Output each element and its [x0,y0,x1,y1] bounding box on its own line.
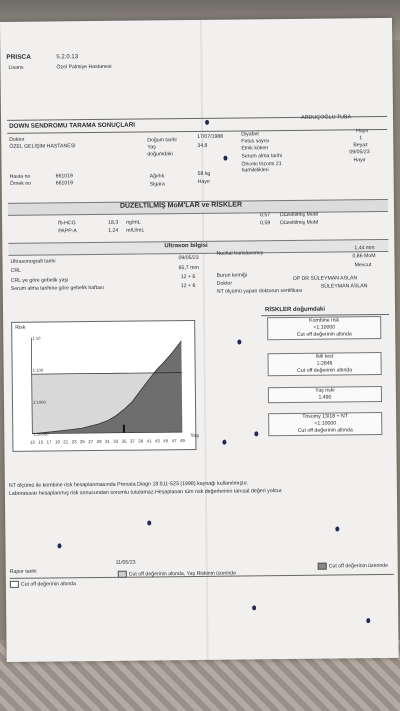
risk-value: <1:10000 [314,420,337,427]
hasta-no-label: Hasta no [9,173,31,180]
us-serum-gebelik-value: 12 + 6 [180,282,196,290]
ink-speck [366,618,370,623]
chart-ylabel: Risk [15,324,26,331]
legend-text: Cut off değerinin altında, Yaş Riskinin üzerinde [128,570,237,578]
chart-x-tick-label: 19 [54,439,60,445]
us-nt-mom: 0,86 MoM [352,253,376,260]
ornek-no-label: Örnek no [9,180,32,187]
legend-swatch-white [10,581,19,588]
risk-title: İkili test [315,353,334,360]
risk-title: Trisomy 13/18 + NT [302,413,348,420]
chart-y-tick-label: 1:100 [32,367,44,373]
risk-chart [17,330,190,448]
brand: PRISCA [6,53,31,61]
chart-x-tick-label: 23 [71,439,77,445]
risk-box-trisomy-13-18 [268,412,382,436]
risk-value: 1:2846 [316,360,333,367]
ink-speck [335,526,339,531]
license-value: Özel Palmiye Hastanesi [56,63,112,71]
section-title-riskler: RİSKLER doğumdaki [265,306,326,314]
onceki-value: Hayır [353,157,366,164]
dogum-tarihi-label: Doğum tarihi [147,137,177,144]
hasta-no-value: 661019 [55,173,73,180]
us-tarih-value: 09/05/23 [178,254,199,262]
ink-speck [237,339,241,344]
patient-name: ARDUÇOĞLU TUBA [300,114,352,121]
ink-speck [252,605,256,610]
sigara-label: Sigara [149,181,165,188]
section-title-down: DOWN SENDROMU TARAMA SONUÇLARI [9,121,136,130]
dogum-tarihi-value: 17/07/1988 [197,133,224,140]
us-nt-value: 1,44 mm [354,245,375,252]
ink-speck [222,440,226,445]
onceki-label-2: hamilelikleri [241,167,269,174]
diyabet-label: Diyabet [241,131,259,138]
chart-x-tick-label: 45 [163,438,169,444]
sigara-value: Hayır [197,178,211,185]
chart-x-tick-label: 37 [129,438,135,444]
ink-speck [57,543,61,548]
version: 5.2.0.13 [56,54,79,61]
chart-x-tick-label: 15 [38,439,44,445]
legend-swatch-dark [318,563,327,570]
risk-title: Yaş riski [315,387,335,394]
doktor-label: Doktor [9,136,25,143]
chart-x-tick-label: 39 [138,438,144,444]
mom-row-unit: mIU/mL [126,227,145,234]
chart-x-tick-label: 41 [146,438,152,444]
dogumdaki-label: doğumdaki [147,151,173,158]
legend-swatch-gray [118,571,127,578]
legend-text: Cut off değerinin üzerinde [328,562,389,570]
chart-x-tick-label: 29 [96,438,102,445]
legend-below-cutoff [10,580,76,588]
section-title-mom: DÜZELTİLMİŞ MoM'LAR ve RİSKLER [119,201,243,210]
license-label: Lisans [8,64,24,71]
risk-title: Kombine risk [309,317,340,324]
mom-row-value: 18,3 [108,219,119,226]
etnik-value: Beyaz [353,142,368,149]
chart-y-tick-label: 1:10000 [33,431,49,437]
section-title-ultrason: Ultrason bilgisi [164,242,208,250]
risk-box-double-test [267,352,381,376]
mom-row-value: 1,24 [108,227,119,234]
chart-xlabel: Yaş [190,432,199,440]
fetus-value: 1 [359,135,363,142]
ink-speck [205,120,209,125]
us-burun-value: Mevcut [354,262,372,269]
ink-speck [223,156,227,161]
chart-x-tick-label: 25 [79,439,85,445]
us-nt-label: Nuchal translucency [216,250,264,257]
chart-x-tick-label: 27 [88,439,94,445]
report-paper [0,18,399,662]
legend-above-age-risk [118,570,236,579]
us-crl-gebelik-label: CRL ye göre gebelik yaşı [10,277,69,284]
us-crl-gebelik-value: 12 + 6 [180,273,196,281]
chart-x-tick-label: 13 [29,439,35,445]
chart-x-tick-label: 31 [104,438,110,444]
us-doktor-label: Doktor [216,280,233,287]
mom-row-name: PAPP-A [58,228,77,235]
us-crl-value: 65,7 mm [178,264,199,272]
chart-x-tick-label: 35 [121,438,127,444]
risk-note: Cut off değerinin altında [297,367,353,374]
footer-line-2: Laboratuvar hesaplanmış risk sonucundan sorumlu tutulamaz.Hesaplanan tüm risk değerlerinin tanısal değeri yoktur. [8,488,283,497]
risk-value: 1:490 [318,394,332,401]
chart-y-tick-label: 1:1000 [32,399,46,405]
chart-patient-marker [123,425,125,433]
chart-y-tick-label: 1:10 [32,335,41,341]
chart-x-tick-label: 43 [154,438,160,444]
mom-row-mom: 0,59 [260,220,271,227]
mom-row-unit: ng/mL [126,219,141,226]
legend-text: Cut off değerinin altında [20,581,76,588]
yas-value: 34,8 [197,142,208,149]
rapor-label: Rapor tarihi [9,568,37,575]
serum-tarih-value: 09/05/23 [349,149,370,156]
risk-value: <1:10000 [313,324,336,331]
us-serum-gebelik-label: Serum alma tarihine göre gebelik haftası [10,284,104,292]
risk-box-age [268,386,382,403]
serum-tarih-label: Serum alma tarihi [241,153,283,160]
chart-x-tick-label: 21 [63,439,69,445]
mom-row-label: Düzeltilmiş MoM [280,219,319,227]
chart-x-tick-label: 49 [179,438,185,444]
us-tarih-label: Ultrasonografi tarihi [10,258,56,265]
us-doktor-value: OP DR SÜLEYMAN ASLAN [292,275,358,282]
onceki-label: Önceki trizomi 21 [241,161,282,168]
mom-row-label: Düzeltilmiş MoM [280,211,319,219]
agirlik-label: Ağırlık [149,173,165,180]
us-sertifika-value: SÜLEYMAN ASLAN [320,283,368,290]
etnik-label: Etnik köken [241,145,269,152]
footer-line-1: NT ölçümü ile kombine risk hesaplanmasında Prenata Diagn 18:511-523 (1998) kaynağı kullanılmıştır. [8,480,249,489]
risk-note: Cut off değerinin altında [297,427,353,434]
us-sertifika-label: NT ölçümü yapan doktorun sertifikası [216,287,303,295]
mom-row-name: fb-HCG [58,220,76,227]
us-burun-label: Burun kemiği [216,272,247,279]
ink-speck [254,431,258,436]
risk-note: Cut off değerinin altında [296,331,352,338]
legend-above-cutoff [318,562,388,570]
risk-box-combined [267,316,381,340]
chart-x-tick-label: 17 [46,439,52,445]
chart-x-tick-label: 47 [171,438,177,444]
yas-label: Yaş [147,144,156,151]
ink-speck [147,520,151,525]
chart-x-tick-label: 33 [113,438,119,444]
doktor-value: ÖZEL GELİŞİM HASTANESİ [9,143,76,150]
mom-row-mom: 0,57 [260,212,271,219]
agirlik-value: 58 kg [197,170,211,177]
diyabet-value: Hayır [356,128,369,135]
ornek-no-value: 661019 [55,180,74,187]
fetus-label: Fetus sayısı [241,138,270,145]
rapor-value: 11/05/23 [115,559,136,566]
us-crl-label: CRL [10,267,22,274]
